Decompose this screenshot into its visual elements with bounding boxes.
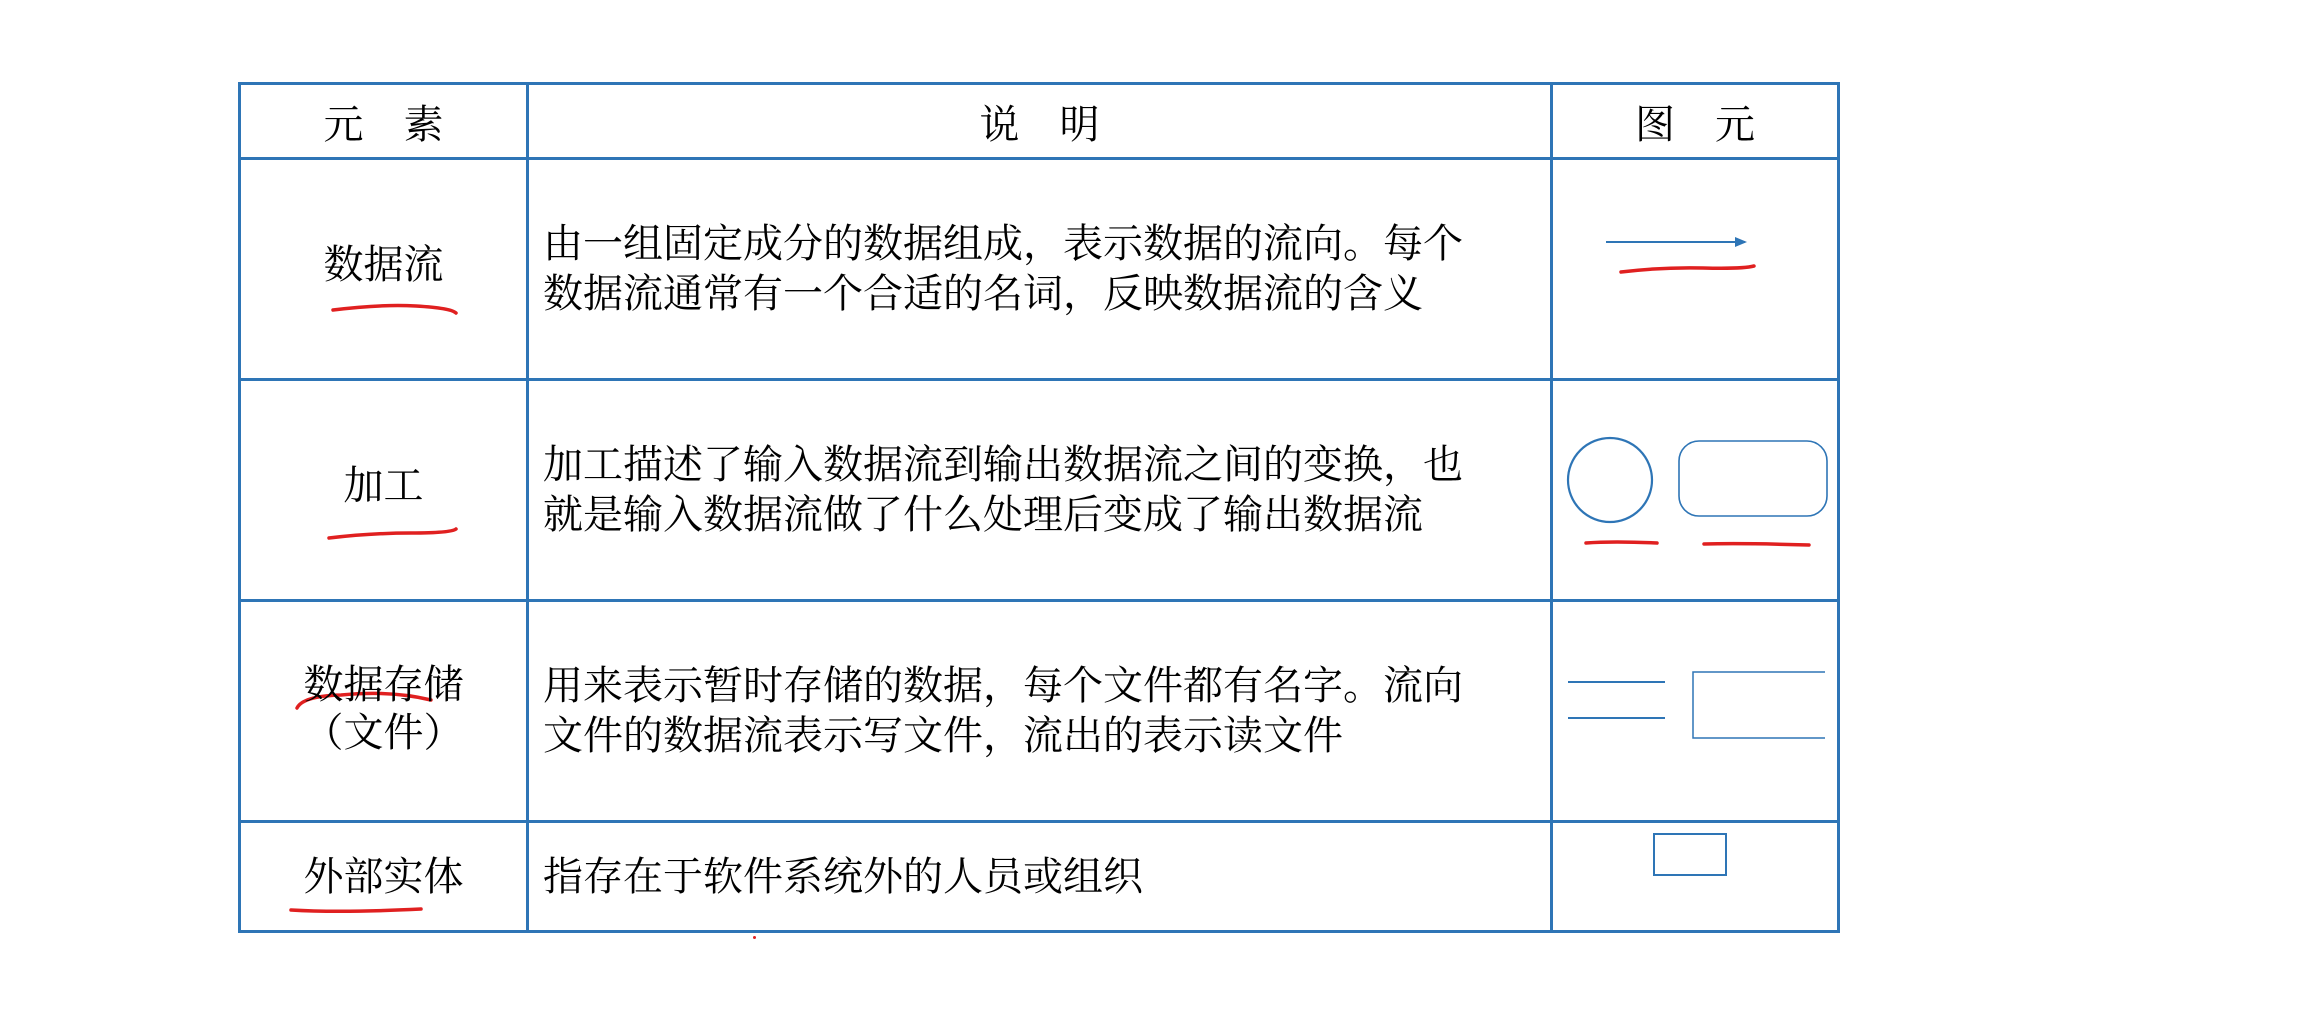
table-row-external-entity [240, 822, 1839, 932]
arrow-icon [1553, 160, 1837, 378]
header-symbol: 图 元 [1552, 84, 1839, 159]
description-cell [528, 159, 1552, 380]
symbol-cell [1552, 380, 1839, 601]
table-row-data-store [240, 601, 1839, 822]
description-line: 加工描述了输入数据流到输出数据流之间的变换，也 [543, 442, 1463, 488]
table-row-process [240, 380, 1839, 601]
table-header-row [240, 84, 1839, 159]
data-store-shapes-icon [1553, 602, 1837, 820]
element-subname-file: （文件） [303, 710, 464, 756]
element-cell [240, 601, 528, 822]
table-row-data-flow [240, 159, 1839, 380]
process-shapes-icon [1553, 381, 1837, 599]
description-cell [528, 822, 1552, 932]
element-name-data-store: 数据存储 [303, 662, 464, 708]
description-line: 由一组固定成分的数据组成，表示数据的流向。每个 [543, 221, 1463, 267]
description-line: 用来表示暂时存储的数据，每个文件都有名字。流向 [543, 663, 1463, 709]
element-name-process: 加工 [343, 463, 424, 509]
rectangle-icon [1553, 823, 1837, 930]
dfd-elements-table [238, 82, 1840, 933]
header-description: 说 明 [528, 84, 1552, 159]
element-cell [240, 159, 528, 380]
element-name-data-flow: 数据流 [323, 242, 444, 288]
description-line: 就是输入数据流做了什么处理后变成了输出数据流 [543, 492, 1423, 538]
description-line: 文件的数据流表示写文件，流出的表示读文件 [543, 713, 1343, 759]
description-line: 数据流通常有一个合适的名词，反映数据流的含义 [543, 271, 1423, 317]
symbol-cell [1552, 159, 1839, 380]
symbol-cell [1552, 601, 1839, 822]
element-cell [240, 822, 528, 932]
header-element: 元 素 [240, 84, 528, 159]
symbol-cell [1552, 822, 1839, 932]
element-name-external-entity: 外部实体 [303, 853, 464, 900]
red-dot-mark [753, 936, 756, 939]
description-cell [528, 380, 1552, 601]
description-line: 指存在于软件系统外的人员或组织 [543, 853, 1143, 900]
element-cell [240, 380, 528, 601]
description-cell [528, 601, 1552, 822]
